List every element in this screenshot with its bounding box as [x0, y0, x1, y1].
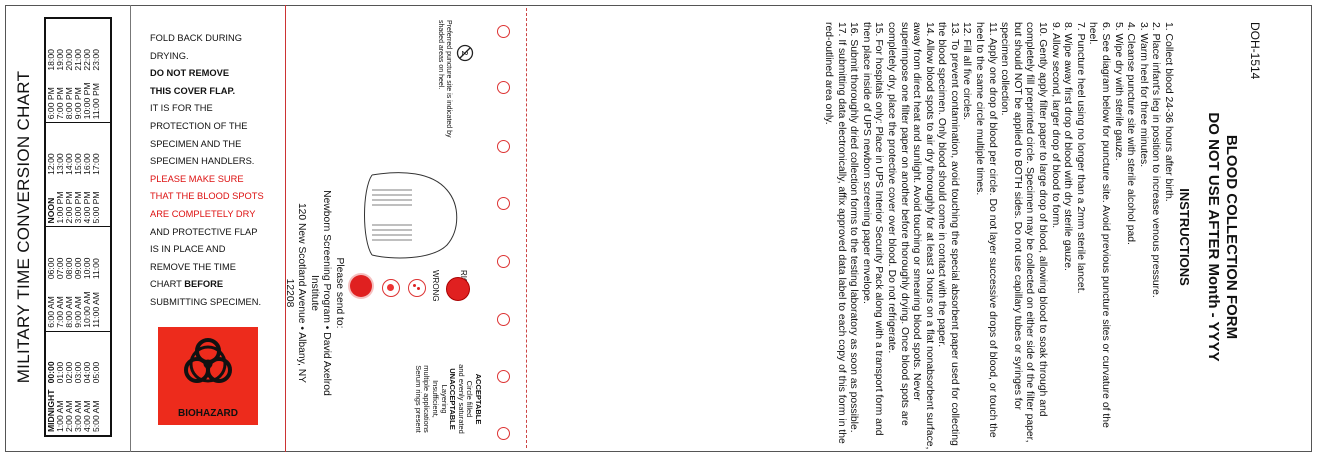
address-line: 120 New Scotland Avenue • Albany, NY 12208	[284, 202, 308, 384]
chart-cell: 11:00	[91, 258, 101, 280]
chart-cell: 02:00	[64, 361, 74, 384]
legend-line: Serum rings present	[413, 365, 423, 433]
notice-text: CHART	[150, 279, 185, 290]
address-line: Please send to:	[334, 257, 345, 329]
notice-line: ARE COMPLETELY DRY	[150, 208, 256, 219]
notice-line: DRYING.	[150, 50, 189, 61]
chart-cell: 2:00 PM	[64, 191, 74, 224]
chart-cell: 06:00	[46, 257, 56, 280]
chart-cell: 8:00 AM	[64, 296, 74, 328]
biohazard-icon	[180, 335, 236, 391]
guide-circle	[497, 197, 510, 210]
instruction-step: 6. See diagram below for puncture site. Avoid previous puncture sites or curvature of the heel.	[1087, 22, 1112, 428]
instruction-list	[821, 22, 1174, 452]
address-line: Newborn Screening Program • David Axelrod Institute	[309, 190, 333, 396]
legend-line: Circle filled	[465, 380, 475, 418]
chart-col-2	[46, 227, 110, 331]
chart-col-3	[46, 122, 110, 226]
chart-table	[44, 17, 112, 437]
guide-circle	[497, 313, 510, 326]
notice-line: AND PROTECTIVE FLAP	[150, 226, 258, 237]
legend-line: multiple applications	[422, 365, 432, 433]
chart-cell: 09:00	[73, 257, 83, 280]
notice-text: BEFORE	[184, 279, 224, 290]
chart-cell: 15:00	[73, 153, 83, 175]
legend-line: Layering	[439, 384, 449, 414]
chart-cell: 16:00	[82, 153, 92, 175]
notice-line	[150, 276, 280, 294]
legend-heading: UNACCEPTABLE	[448, 368, 458, 430]
military-time-chart	[14, 7, 124, 447]
chart-title: MILITARY TIME CONVERSION CHART	[14, 70, 33, 384]
notice-line: IS IN PLACE AND	[150, 244, 226, 255]
chart-cell: 01:00	[55, 361, 65, 384]
chart-cell: 4:00 AM	[82, 400, 92, 432]
chart-cell: 9:00 AM	[73, 296, 83, 328]
notice-line: SPECIMEN AND THE	[150, 138, 242, 149]
chart-cell: 07:00	[55, 257, 65, 280]
instruction-step: 7. Puncture heel using no longer than a 2mm sterile lancet.	[1074, 22, 1086, 294]
chart-cell: 04:00	[82, 361, 92, 384]
instruction-step: 10. Gently apply filter paper to large drop of blood, allowing blood to soak through and completely fill preprinted circle. Specimen may be collected on either side of the filter paper, but should NOT be applied to BOTH sides. Do not use capillary tubes or syringes for specimen collection.	[999, 22, 1049, 443]
notice-line: SPECIMEN HANDLERS.	[150, 156, 255, 167]
notice-line: THAT THE BLOOD SPOTS	[150, 191, 264, 202]
chart-cell: 6:00 AM	[46, 296, 56, 328]
chart-col-4	[46, 19, 110, 122]
instructions-heading: INSTRUCTIONS	[1177, 188, 1192, 286]
instruction-step: 5. Wipe dry with sterile gauze.	[1112, 22, 1124, 161]
instruction-step: 4. Cleanse puncture site with sterile alcohol pad.	[1125, 22, 1137, 245]
guide-circle	[497, 25, 510, 38]
chart-cell: 23:00	[91, 49, 101, 71]
heel-diagram-icon	[352, 160, 462, 270]
guide-circle	[497, 255, 510, 268]
chart-cell: 4:00 PM	[82, 191, 92, 224]
chart-cell: 1:00 AM	[55, 400, 65, 432]
chart-cell: 9:00 PM	[73, 87, 83, 120]
chart-cell: 8:00 PM	[64, 87, 74, 120]
chart-cell: 20:00	[64, 49, 74, 71]
chart-cell: 13:00	[55, 153, 65, 175]
instruction-step: 8. Wipe away first drop of blood with dry sterile gauze.	[1062, 22, 1074, 271]
legend-line: Insufficient,	[431, 380, 441, 418]
wrong-spot-insufficient	[408, 279, 426, 297]
chart-cell: 10:00	[82, 257, 92, 280]
chart-cell: 00:00	[46, 361, 56, 384]
biohazard-label: BIOHAZARD	[178, 408, 238, 419]
chart-cell: 11:00 AM	[91, 292, 101, 328]
notice-line: DO NOT REMOVE	[150, 68, 230, 79]
chart-cell: 7:00 PM	[55, 87, 65, 120]
legend-heading: ACCEPTABLE	[474, 373, 483, 425]
guide-circle	[497, 370, 510, 383]
spot-legend	[372, 344, 482, 454]
instruction-step: 16. Submit thoroughly dried collection forms to the testing laboratory as soon as possible.	[848, 22, 860, 433]
chart-cell: 12:00	[46, 153, 56, 175]
perforation-line	[526, 8, 527, 448]
instruction-step: 14. Allow blood spots to air dry thoroughly for at least 3 hours on a flat nonabsorbent surface, away from direct heat and sunlight. Avoid touching or smearing blood spots. Never superimpose one filter paper on another before thoroughly drying. Once blood spots are completely dry, place the protective cover over blood. Do not refrigerate.	[885, 22, 935, 450]
svg-text:2: 2	[460, 50, 469, 56]
chart-cell: MIDNIGHT	[46, 389, 56, 432]
chart-cell: 11:00 PM	[91, 83, 101, 120]
chart-cell: 3:00 PM	[73, 191, 83, 224]
right-spot	[446, 277, 470, 301]
chart-cell: 6:00 PM	[46, 87, 56, 120]
chart-cell: 2:00 AM	[64, 400, 74, 432]
notice-line: SUBMITTING SPECIMEN.	[150, 296, 262, 307]
notice-line: REMOVE THE TIME	[150, 261, 236, 272]
notice-line: PROTECTION OF THE	[150, 120, 248, 131]
instruction-step: 1. Collect blood 24-36 hours after birth.	[1163, 22, 1174, 202]
chart-cell: 18:00	[46, 49, 56, 71]
instruction-step: 13. To prevent contamination, avoid touching the special absorbent paper used for collecting the blood specimen. Only blood should come in contact with the paper.	[936, 22, 960, 446]
wrong-label: WRONG	[431, 270, 440, 302]
chart-cell: 03:00	[73, 361, 83, 384]
notice-line: IT IS FOR THE	[150, 103, 213, 114]
wrong-spot-serum	[350, 275, 372, 297]
instruction-step: 15. For hospitals only: Place in UPS Interior Security Pack along with a transport form and then place inside of UPS newborn screening paper envelope.	[860, 22, 885, 436]
instruction-step: 11. Apply one drop of blood per circle. Do not layer successive drops of blood, or touch the heel to the same circle multiple times.	[974, 22, 998, 438]
legend-line: and evenly saturated	[456, 364, 466, 434]
chart-col-1	[46, 331, 110, 435]
instructions-block	[532, 22, 1262, 452]
chart-cell: 14:00	[64, 153, 74, 175]
chart-cell: 08:00	[64, 257, 74, 280]
guide-circle	[497, 140, 510, 153]
biohazard-box	[158, 327, 258, 425]
wrong-spot-layering	[382, 279, 400, 297]
chart-cell: 19:00	[55, 49, 65, 71]
notice-line: FOLD BACK DURING	[150, 33, 242, 43]
fold-back-notice	[150, 30, 280, 312]
chart-cell: 7:00 AM	[55, 296, 65, 328]
instruction-step: 12. Fill all five circles.	[961, 22, 973, 121]
mailing-address	[284, 188, 345, 398]
chart-cell: NOON	[46, 197, 56, 224]
chart-cell: 5:00 PM	[91, 191, 101, 224]
do-not-symbol-icon	[456, 44, 474, 62]
chart-cell: 10:00 PM	[82, 82, 92, 120]
expiry-notice: DO NOT USE AFTER Month - YYYY	[1205, 112, 1222, 362]
preferred-site-note: Preferred puncture site is indicated by shaded areas on heel.	[437, 20, 452, 138]
form-id: DOH-1514	[1248, 22, 1262, 80]
chart-cell: 5:00 AM	[91, 400, 101, 432]
chart-cell: 3:00 AM	[73, 400, 83, 432]
instruction-step: 9. Allow second, larger drop of blood to form.	[1049, 22, 1061, 229]
chart-cell: 21:00	[73, 49, 83, 71]
chart-cell: 1:00 PM	[55, 191, 65, 224]
guide-circle	[497, 427, 510, 440]
chart-cell: 10:00 AM	[82, 291, 92, 328]
instruction-step: 2. Place infant's leg in position to increase venous pressure.	[1150, 22, 1162, 298]
notice-line: THIS COVER FLAP.	[150, 85, 236, 96]
instruction-step: 17. If submitting data electronically, affix approved data label to each copy of this form in the red-outlined area only.	[822, 22, 847, 444]
form-title: BLOOD COLLECTION FORM	[1223, 134, 1240, 340]
notice-line: PLEASE MAKE SURE	[150, 173, 244, 184]
chart-cell: 05:00	[91, 361, 101, 384]
instruction-step: 3. Warm heel for three minutes.	[1137, 22, 1149, 168]
chart-cell: 17:00	[91, 153, 101, 175]
chart-cell: 22:00	[82, 49, 92, 71]
guide-circle	[497, 81, 510, 94]
